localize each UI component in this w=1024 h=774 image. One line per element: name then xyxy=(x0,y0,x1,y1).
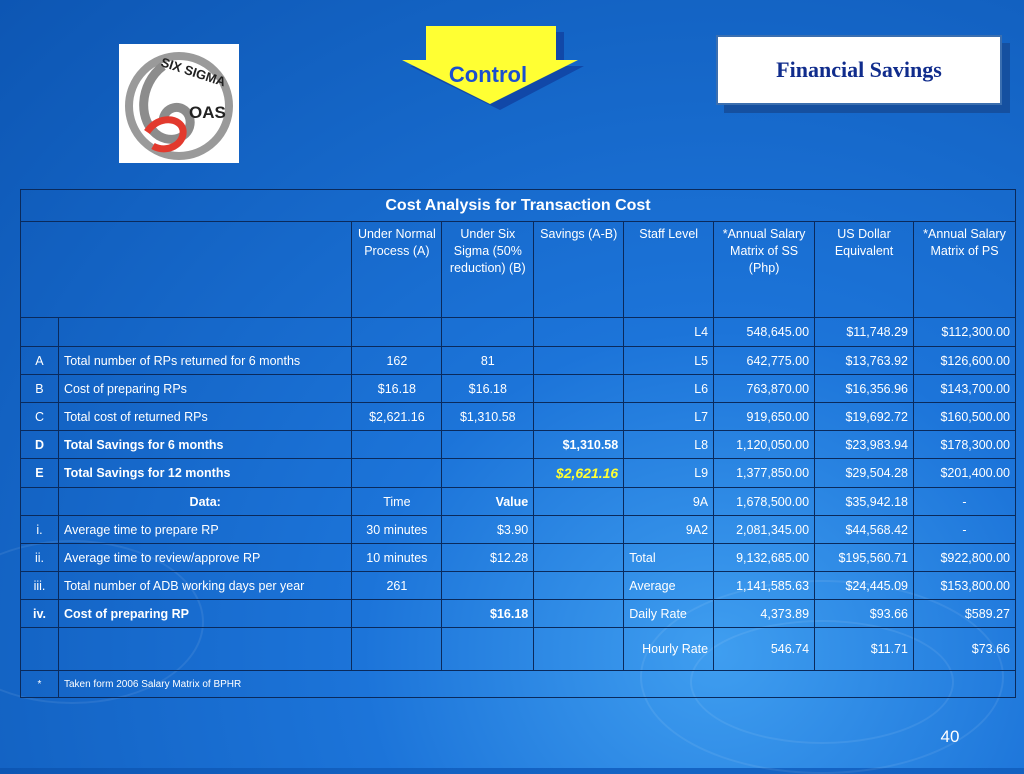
row-description: Cost of preparing RP xyxy=(58,600,351,628)
cell-staff-level: 9A xyxy=(624,488,714,516)
row-label: E xyxy=(21,459,59,488)
row-description: Total Savings for 6 months xyxy=(58,431,351,459)
row-description: Total number of RPs returned for 6 months xyxy=(58,347,351,375)
cell-usd-equivalent: $24,445.09 xyxy=(815,572,914,600)
cell-usd-equivalent: $44,568.42 xyxy=(815,516,914,544)
cell-usd-equivalent: $23,983.94 xyxy=(815,431,914,459)
table-row xyxy=(21,347,1016,375)
cell-under-six-sigma: $16.18 xyxy=(442,375,534,403)
header-blank xyxy=(21,222,352,318)
row-label: C xyxy=(21,403,59,431)
cell-under-six-sigma xyxy=(442,459,534,488)
cell-under-normal: 10 minutes xyxy=(352,544,442,572)
cell-under-six-sigma xyxy=(442,572,534,600)
table-row xyxy=(21,628,1016,671)
cell-under-normal xyxy=(352,459,442,488)
row-description: Cost of preparing RPs xyxy=(58,375,351,403)
row-description: Total cost of returned RPs xyxy=(58,403,351,431)
cell-savings xyxy=(534,516,624,544)
cell-staff-level: Average xyxy=(624,572,714,600)
cell-under-normal: $2,621.16 xyxy=(352,403,442,431)
cell-under-six-sigma: $1,310.58 xyxy=(442,403,534,431)
cell-staff-level: L4 xyxy=(624,318,714,347)
cell-annual-salary-ss: 1,678,500.00 xyxy=(714,488,815,516)
cell-usd-equivalent: $11,748.29 xyxy=(815,318,914,347)
cell-savings xyxy=(534,403,624,431)
row-label: B xyxy=(21,375,59,403)
cell-under-six-sigma xyxy=(442,628,534,671)
cell-annual-salary-ps: - xyxy=(914,488,1016,516)
table-row xyxy=(21,488,1016,516)
cell-annual-salary-ss: 546.74 xyxy=(714,628,815,671)
cell-annual-salary-ps: $178,300.00 xyxy=(914,431,1016,459)
control-label: Control xyxy=(448,62,528,87)
table-row xyxy=(21,600,1016,628)
cost-analysis-table xyxy=(20,189,1016,698)
cell-savings xyxy=(534,600,624,628)
cell-annual-salary-ps: $153,800.00 xyxy=(914,572,1016,600)
row-label: D xyxy=(21,431,59,459)
row-label: iii. xyxy=(21,572,59,600)
cell-savings xyxy=(534,347,624,375)
row-description xyxy=(58,628,351,671)
header-savings: Savings (A-B) xyxy=(534,222,624,318)
header-under-normal: Under Normal Process (A) xyxy=(352,222,442,318)
cell-annual-salary-ss: 548,645.00 xyxy=(714,318,815,347)
cell-usd-equivalent: $93.66 xyxy=(815,600,914,628)
table-row xyxy=(21,431,1016,459)
table-row xyxy=(21,572,1016,600)
cell-annual-salary-ps: - xyxy=(914,516,1016,544)
cell-annual-salary-ps: $922,800.00 xyxy=(914,544,1016,572)
six-sigma-oas-logo xyxy=(119,44,239,163)
cell-savings: $1,310.58 xyxy=(534,431,624,459)
row-description: Total number of ADB working days per year xyxy=(58,572,351,600)
cell-under-six-sigma: Value xyxy=(442,488,534,516)
footnote-text: Taken form 2006 Salary Matrix of BPHR xyxy=(58,671,1015,698)
cell-staff-level: L5 xyxy=(624,347,714,375)
row-description xyxy=(58,318,351,347)
cell-annual-salary-ps: $589.27 xyxy=(914,600,1016,628)
cell-under-normal: $16.18 xyxy=(352,375,442,403)
cell-under-normal: 162 xyxy=(352,347,442,375)
cell-usd-equivalent: $35,942.18 xyxy=(815,488,914,516)
cell-under-six-sigma xyxy=(442,318,534,347)
cell-under-normal xyxy=(352,318,442,347)
header-annual-salary-ss: *Annual Salary Matrix of SS (Php) xyxy=(714,222,815,318)
header-under-six-sigma: Under Six Sigma (50% reduction) (B) xyxy=(442,222,534,318)
row-label: iv. xyxy=(21,600,59,628)
table-row xyxy=(21,516,1016,544)
row-label: i. xyxy=(21,516,59,544)
cell-usd-equivalent: $16,356.96 xyxy=(815,375,914,403)
header-staff-level: Staff Level xyxy=(624,222,714,318)
cell-under-normal xyxy=(352,431,442,459)
cell-staff-level: 9A2 xyxy=(624,516,714,544)
cell-staff-level: L6 xyxy=(624,375,714,403)
table-row xyxy=(21,318,1016,347)
table-row xyxy=(21,375,1016,403)
table-row xyxy=(21,459,1016,488)
row-description: Average time to review/approve RP xyxy=(58,544,351,572)
footnote-mark: * xyxy=(21,671,59,698)
logo-text-oas: OAS xyxy=(189,103,226,122)
header-usd-equivalent: US Dollar Equivalent xyxy=(815,222,914,318)
cell-under-six-sigma: $16.18 xyxy=(442,600,534,628)
cell-under-normal: 261 xyxy=(352,572,442,600)
cell-annual-salary-ss: 2,081,345.00 xyxy=(714,516,815,544)
cell-staff-level: Daily Rate xyxy=(624,600,714,628)
cell-under-six-sigma: $12.28 xyxy=(442,544,534,572)
row-label xyxy=(21,628,59,671)
cell-under-normal: 30 minutes xyxy=(352,516,442,544)
cell-annual-salary-ss: 763,870.00 xyxy=(714,375,815,403)
cell-under-normal xyxy=(352,600,442,628)
cell-annual-salary-ss: 919,650.00 xyxy=(714,403,815,431)
cell-usd-equivalent: $29,504.28 xyxy=(815,459,914,488)
cell-savings xyxy=(534,544,624,572)
cell-annual-salary-ps: $160,500.00 xyxy=(914,403,1016,431)
cell-staff-level: L8 xyxy=(624,431,714,459)
cell-usd-equivalent: $19,692.72 xyxy=(815,403,914,431)
cell-annual-salary-ss: 642,775.00 xyxy=(714,347,815,375)
slide-title-box xyxy=(716,35,1002,105)
cell-usd-equivalent: $195,560.71 xyxy=(815,544,914,572)
slide-title: Financial Savings xyxy=(776,57,942,82)
row-label xyxy=(21,318,59,347)
row-description: Data: xyxy=(58,488,351,516)
row-label: ii. xyxy=(21,544,59,572)
cell-savings xyxy=(534,375,624,403)
row-label xyxy=(21,488,59,516)
cell-annual-salary-ps: $73.66 xyxy=(914,628,1016,671)
header-annual-salary-ps: *Annual Salary Matrix of PS xyxy=(914,222,1016,318)
logo-text-six-sigma: SIX SIGMA xyxy=(159,54,228,90)
table-body xyxy=(21,318,1016,671)
cell-staff-level: L9 xyxy=(624,459,714,488)
row-label: A xyxy=(21,347,59,375)
table-title: Cost Analysis for Transaction Cost xyxy=(21,190,1016,222)
cell-annual-salary-ss: 4,373.89 xyxy=(714,600,815,628)
cell-annual-salary-ss: 1,141,585.63 xyxy=(714,572,815,600)
cell-under-six-sigma: 81 xyxy=(442,347,534,375)
cell-staff-level: Hourly Rate xyxy=(624,628,714,671)
cell-annual-salary-ps: $126,600.00 xyxy=(914,347,1016,375)
page-number: 40 xyxy=(940,727,960,746)
cell-under-six-sigma xyxy=(442,431,534,459)
table-row xyxy=(21,403,1016,431)
cell-savings xyxy=(534,628,624,671)
row-description: Average time to prepare RP xyxy=(58,516,351,544)
row-description: Total Savings for 12 months xyxy=(58,459,351,488)
cell-staff-level: L7 xyxy=(624,403,714,431)
cell-savings xyxy=(534,318,624,347)
cell-under-normal xyxy=(352,628,442,671)
cell-annual-salary-ps: $143,700.00 xyxy=(914,375,1016,403)
cell-annual-salary-ps: $201,400.00 xyxy=(914,459,1016,488)
cell-annual-salary-ss: 1,377,850.00 xyxy=(714,459,815,488)
cell-usd-equivalent: $13,763.92 xyxy=(815,347,914,375)
cell-usd-equivalent: $11.71 xyxy=(815,628,914,671)
cell-annual-salary-ss: 9,132,685.00 xyxy=(714,544,815,572)
cell-annual-salary-ss: 1,120,050.00 xyxy=(714,431,815,459)
cell-under-six-sigma: $3.90 xyxy=(442,516,534,544)
cell-savings xyxy=(534,488,624,516)
cell-under-normal: Time xyxy=(352,488,442,516)
control-arrow-banner xyxy=(398,26,588,112)
cell-savings xyxy=(534,572,624,600)
cell-staff-level: Total xyxy=(624,544,714,572)
cell-savings: $2,621.16 xyxy=(534,459,624,488)
cell-annual-salary-ps: $112,300.00 xyxy=(914,318,1016,347)
table-row xyxy=(21,544,1016,572)
